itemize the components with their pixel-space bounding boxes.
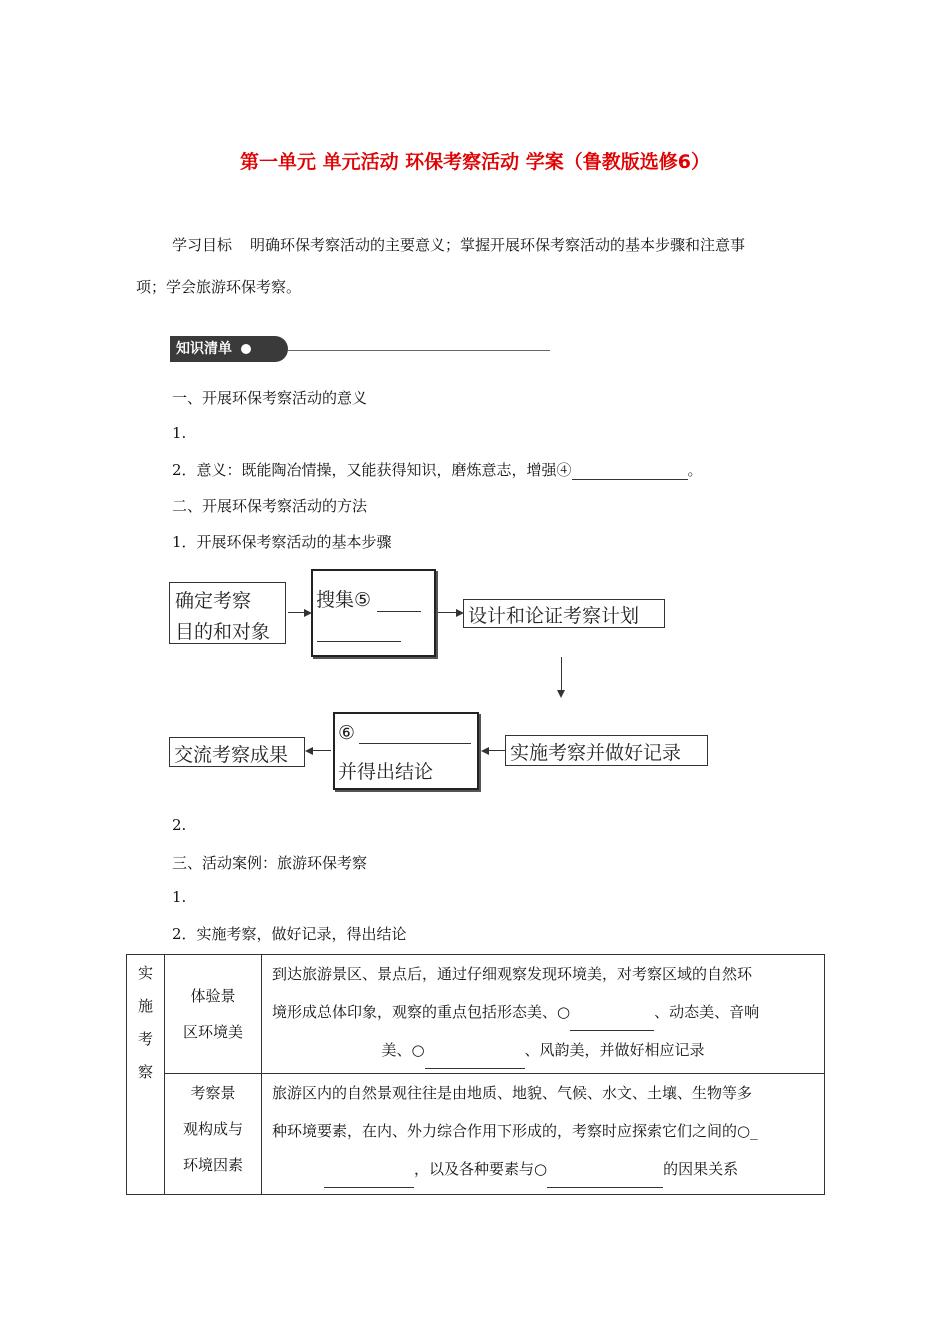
flow-box5-line1 [338,722,471,744]
row1-label-line2: 区环境美 [182,1023,243,1041]
row2-label-line2: 观构成与 [182,1120,243,1138]
arrow-left-icon [305,747,313,755]
implementation-table [126,954,825,1195]
row2-line2: 种环境要素，在内、外力综合作用下形成的，考察时应探索它们之间的○_ [272,1122,758,1140]
flow-box5-prefix: ⑥ [338,722,356,744]
flow-box1-line1: 确定考察 [175,590,252,612]
row1-line3-b: 、风韵美，并做好相应记录 [524,1041,705,1059]
flow-box2-prefix: 搜集⑤ [316,589,372,611]
learning-goal [172,234,745,255]
row2-line3 [272,1150,814,1188]
row2-label-line3: 环境因素 [182,1156,243,1174]
flow-box-conclude [333,712,479,790]
row2-line3-b: 的因果关系 [663,1160,739,1178]
vertical-char: 考 [137,1030,153,1048]
row1-line1: 到达旅游景区、景点后，通过仔细观察发现环境美，对考察区域的自然环 [272,965,753,983]
flow-arrow-3 [561,657,562,691]
flow-box-design-plan [463,599,665,628]
table-col-implement [127,955,165,1195]
row2-content [262,1074,825,1195]
flow-box-implement [505,735,708,766]
blank-c[interactable] [324,1171,414,1188]
blank-b[interactable] [425,1052,525,1069]
vertical-char: 施 [137,997,153,1015]
section2-item2: 2. [172,816,187,834]
flow-box-define-target [169,582,286,644]
section3-item1: 1. [172,888,187,906]
section1-heading: 一、开展环保考察活动的意义 [172,389,368,407]
flow-box3-text: 设计和论证考察计划 [468,605,640,627]
knowledge-list-badge [170,336,288,362]
row2-line1: 旅游区内的自然景观往往是由地质、地貌、气候、水文、土壤、生物等多 [272,1084,753,1102]
row2-line3-a: ，以及各种要素与○ [414,1160,548,1178]
learning-goal-text: 明确环保考察活动的主要意义；掌握开展环保考察活动的基本步骤和注意事 [250,236,746,254]
row2-label [165,1074,262,1195]
row1-line2-b: 、动态美、音响 [654,1003,760,1021]
blank-4[interactable] [572,479,688,480]
row1-label-line1: 体验景 [190,987,236,1005]
section2-heading: 二、开展环保考察活动的方法 [172,497,368,515]
blank-d[interactable] [547,1171,663,1188]
section2-item1: 1．开展环保考察活动的基本步骤 [172,533,392,551]
vertical-char: 察 [137,1063,153,1081]
learning-goal-label: 学习目标 [172,236,233,254]
item2-end: 。 [687,461,703,479]
flow-box2-line1 [316,585,421,612]
table-row [127,1074,825,1195]
row1-line2 [272,993,814,1031]
table-row [127,955,825,1074]
learning-goal-continued: 项；学会旅游环保考察。 [136,278,302,296]
blank-6[interactable] [359,743,471,744]
section1-item1: 1. [172,424,187,442]
blank-a[interactable] [570,1014,654,1031]
row1-content [262,955,825,1074]
flow-box1-line2: 目的和对象 [175,621,271,643]
flow-arrow-4 [488,750,505,751]
flow-arrow-5 [312,750,331,751]
bullet-icon [241,344,251,354]
flow-box5-line2: 并得出结论 [338,761,434,783]
flow-box-share [169,737,305,767]
flow-box6-text: 交流考察成果 [174,744,289,766]
badge-label: 知识清单 [176,341,232,357]
flow-box4-text: 实施考察并做好记录 [510,742,682,764]
row1-label [165,955,262,1074]
row1-line3 [272,1031,814,1069]
row1-line2-a: 境形成总体印象，观察的重点包括形态美、○ [272,1003,571,1021]
arrow-left-icon [481,747,489,755]
row2-label-line1: 考察景 [190,1084,236,1102]
item2-text: 2．意义：既能陶冶情操，又能获得知识，磨炼意志，增强④ [172,461,572,479]
page-title: 第一单元 单元活动 环保考察活动 学案（鲁教版选修6） [239,151,711,173]
vertical-char: 实 [137,964,153,982]
flow-box-collect [311,569,436,657]
badge-divider [288,350,550,351]
arrow-down-icon [557,690,565,698]
section3-heading: 三、活动案例：旅游环保考察 [172,854,368,872]
blank-5b[interactable] [317,625,401,642]
row1-line3-a: 美、○ [381,1041,425,1059]
section1-item2 [172,459,703,480]
blank-5a[interactable] [377,611,421,612]
section3-item2: 2．实施考察，做好记录，得出结论 [172,925,407,943]
